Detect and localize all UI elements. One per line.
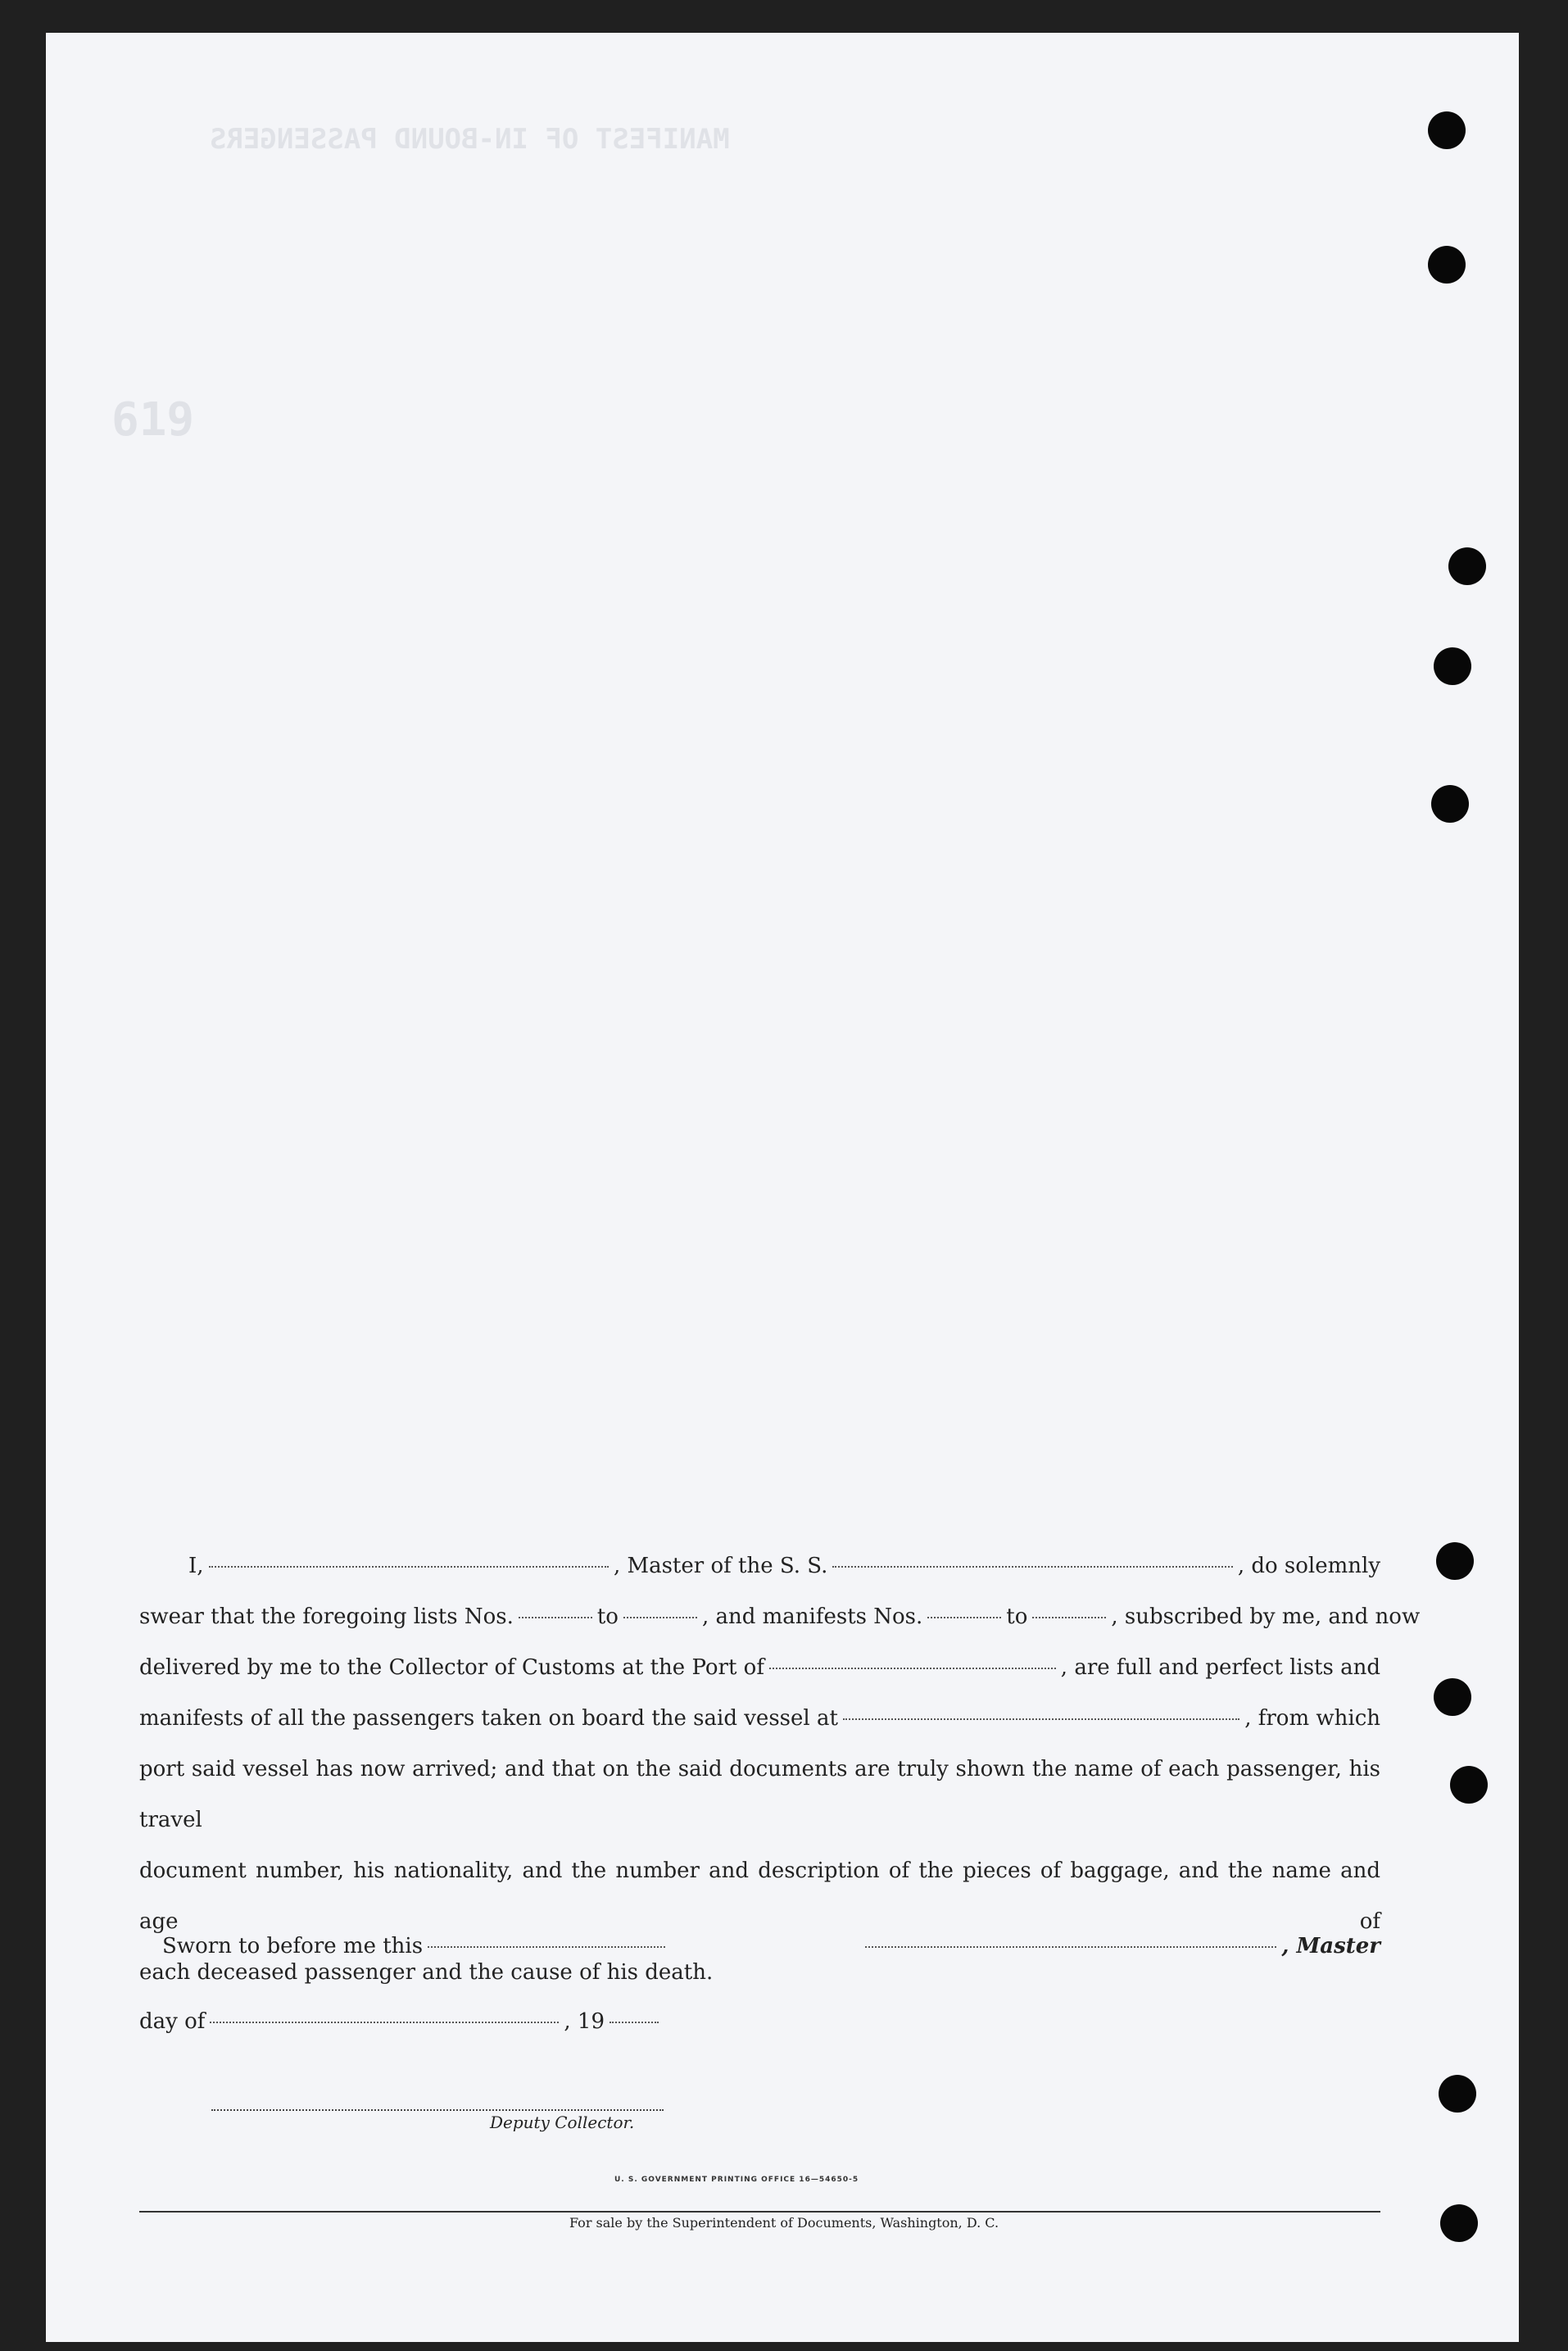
bleed-through-header: MANIFEST OF IN-BOUND PASSENGERS [210,123,730,156]
oath-text: swear that the foregoing lists Nos. [139,1604,514,1629]
oath-text: manifests of all the passengers taken on board the said vessel at [139,1706,838,1731]
year-blank[interactable] [610,2022,659,2023]
oath-line-5: port said vessel has now arrived; and that on the said documents are truly shown the name of each passenger, his travel [139,1757,1380,1832]
oath-text: , from which [1244,1706,1380,1731]
punch-hole [1450,1766,1488,1804]
oath-text: , are full and perfect lists and [1060,1655,1380,1680]
oath-text: , subscribed by me, and now [1111,1604,1421,1629]
sale-note: For sale by the Superintendent of Documents, Washington, D. C. [569,2215,999,2231]
oath-line-3 [139,1642,1380,1693]
oath-text: to [596,1604,619,1629]
oath-line-6: document number, his nationality, and the number and description of the pieces of baggage, and the name and age of [139,1859,1380,1934]
deputy-collector-label: Deputy Collector. [490,2113,635,2132]
oath-text: , Master of the S. S. [613,1554,828,1578]
oath-text: , do solemnly [1237,1554,1381,1578]
punch-hole [1431,785,1469,823]
master-signature-row [860,1934,1380,1958]
punch-hole [1428,111,1466,149]
deputy-signature-line[interactable] [211,2109,664,2111]
oath-text: to [1006,1604,1028,1629]
sworn-row [162,1934,670,1958]
year-label: , 19 [564,2009,605,2034]
master-label: , Master [1281,1934,1380,1958]
oath-line-4 [139,1693,1380,1744]
master-signature-blank[interactable] [865,1946,1276,1948]
oath-text: , and manifests Nos. [701,1604,923,1629]
punch-hole [1428,246,1466,284]
day-month-blank[interactable] [210,2022,559,2023]
master-name-blank[interactable] [209,1566,609,1568]
lists-to-blank[interactable] [623,1617,697,1618]
bleed-through-number: 619 [111,393,195,447]
oath-line-2 [139,1591,1421,1642]
port-of-arrival-blank[interactable] [769,1668,1056,1669]
manifests-from-blank[interactable] [927,1617,1001,1618]
vessel-name-blank[interactable] [832,1566,1232,1568]
printing-office-imprint: U. S. GOVERNMENT PRINTING OFFICE 16—54650-5 [614,2176,859,2184]
punch-hole [1436,1542,1474,1580]
manifests-to-blank[interactable] [1032,1617,1106,1618]
sworn-label: Sworn to before me this [162,1934,424,1958]
port-of-embarkation-blank[interactable] [843,1718,1239,1720]
oath-text: I, [188,1554,204,1578]
punch-hole [1434,647,1471,685]
punch-hole [1439,2075,1476,2113]
punch-hole [1448,547,1486,585]
oath-line-1 [139,1541,1380,1591]
footer-rule [139,2211,1380,2213]
oath-text: delivered by me to the Collector of Customs at the Port of [139,1655,764,1680]
punch-hole [1434,1678,1471,1716]
day-row [139,2009,664,2034]
day-label: day of [139,2009,206,2034]
oath-text: each deceased passenger and the cause of his death. [139,1960,714,1985]
master-oath [139,1541,1421,1998]
sworn-date-blank[interactable] [428,1946,665,1948]
lists-from-blank[interactable] [519,1617,592,1618]
